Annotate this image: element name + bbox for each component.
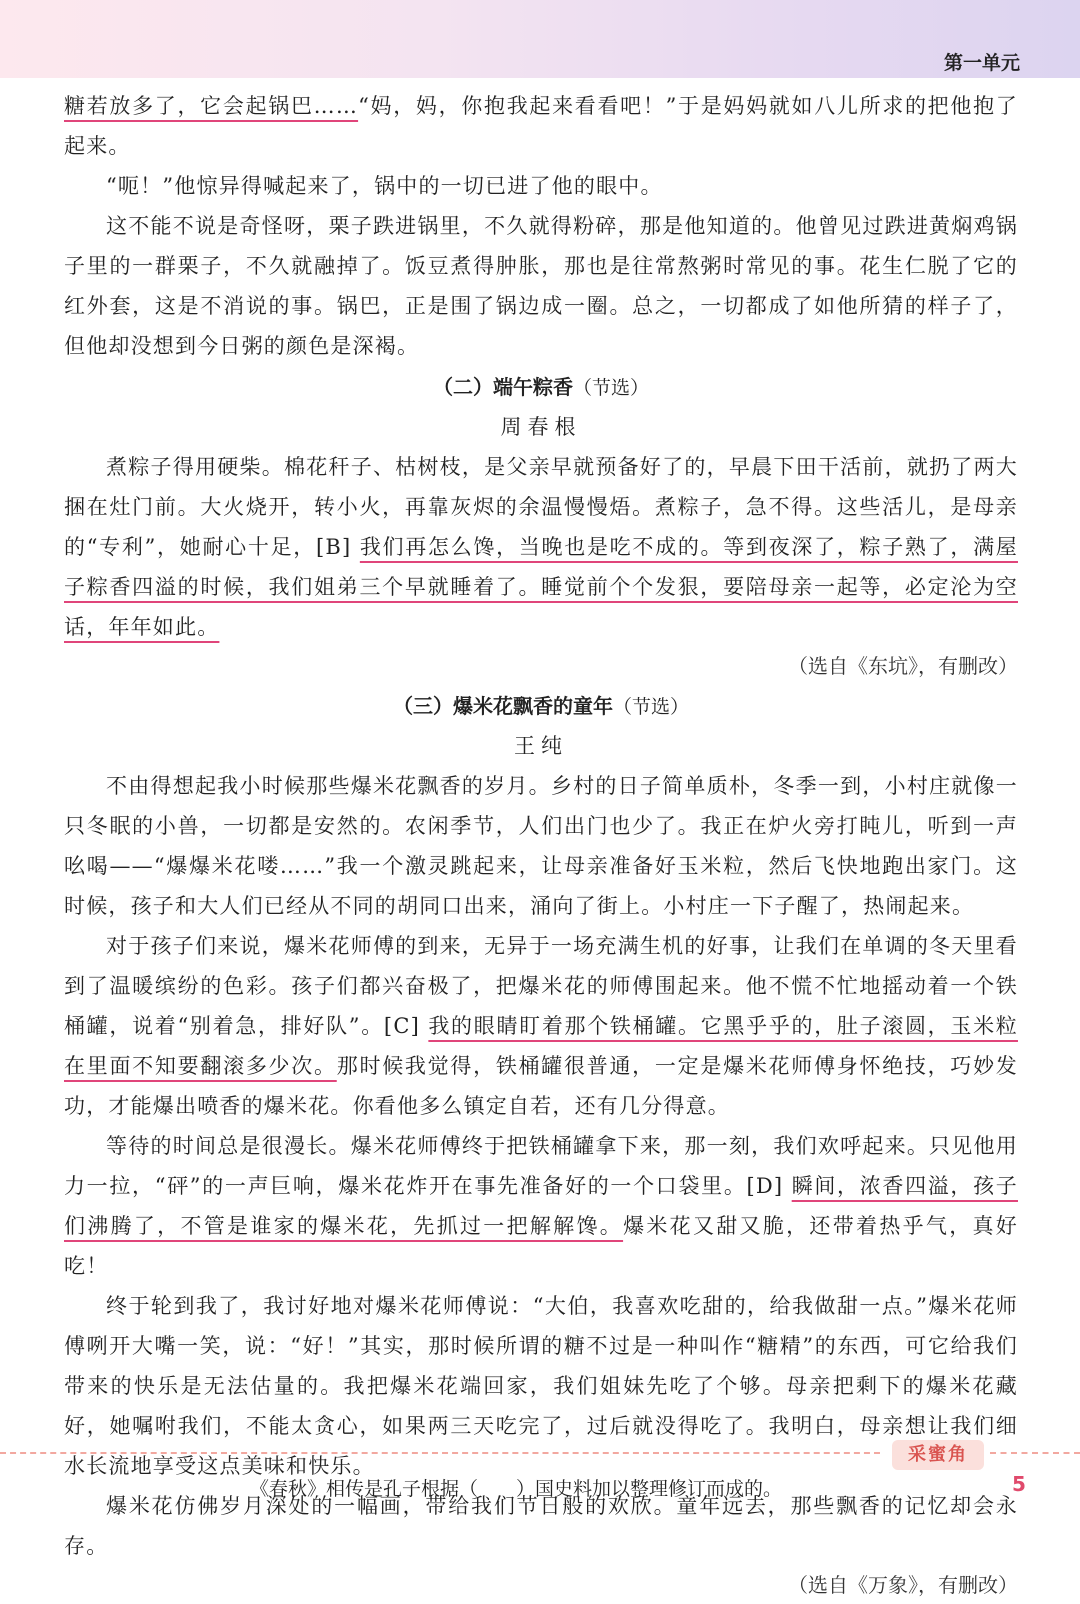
author: 周春根 [500, 415, 582, 439]
underlined-text: 瞬间，浓香四溢，孩子们沸腾了，不管是谁家的爆米花，先抓过一把解解馋。 [64, 1174, 1018, 1238]
marker-b: [B] [316, 535, 352, 559]
paragraph: 煮粽子得用硬柴。棉花秆子、枯树枝，是父亲早就预备好了的，早晨下田干活前，就扔了两大捆在灶门前。大火烧开，转小火，再靠灰烬的余温慢慢焐。煮粽子，急不得。这些活儿，是母亲的“专利”，她耐心十足，[B] 我们再怎么馋，当晚也是吃不成的。等到夜深了，粽子熟了，满屋子粽香四溢的时候，我们姐弟三个早就睡着了。睡觉前个个发狠，要陪母亲一起等，必定沦为空话，年年如此。 [64, 455, 1018, 639]
underlined-text: 我的眼睛盯着那个铁桶罐。它黑乎乎的，肚子滚圆，玉米粒在里面不知要翻滚多少次。 [64, 1014, 1018, 1078]
unit-label: 第一单元 [943, 52, 1020, 74]
divider [990, 1452, 1080, 1454]
paragraph: 对于孩子们来说，爆米花师傅的到来，无异于一场充满生机的好事，让我们在单调的冬天里看到了温暖缤纷的色彩。孩子们都兴奋极了，把爆米花的师傅围起来。他不慌不忙地摇动着一个铁桶罐，说着“别着急，排好队”。[C] 我的眼睛盯着那个铁桶罐。它黑乎乎的，肚子滚圆，玉米粒在里面不知要翻滚多少次。那时候我觉得，铁桶罐很普通，一定是爆米花师傅身怀绝技，巧妙发功，才能爆出喷香的爆米花。你看他多么镇定自若，还有几分得意。 [64, 934, 1019, 1118]
paragraph: 糖若放多了，它会起锅巴……“妈，妈，你抱我起来看看吧！”于是妈妈就如八儿所求的把他抱了起来。 [64, 94, 1018, 158]
caimijiao-badge: 采蜜角 [892, 1440, 984, 1470]
underlined-text: 糖若放多了，它会起锅巴…… [64, 94, 359, 118]
divider [0, 1452, 880, 1454]
marker-d: [D] [746, 1174, 784, 1198]
source-note: （选自《万象》，有删改） [788, 1573, 1018, 1597]
paragraph: “呃！”他惊异得喊起来了，锅中的一切已进了他的眼中。 [106, 174, 663, 198]
paragraph: 等待的时间总是很漫长。爆米花师傅终于把铁桶罐拿下来，那一刻，我们欢呼起来。只见他用力一拉，“砰”的一声巨响，爆米花炸开在事先准备好的一个口袋里。[D] 瞬间，浓香四溢，孩子们沸腾了，不管是谁家的爆米花，先抓过一把解解馋。爆米花又甜又脆，还带着热乎气，真好吃！ [64, 1134, 1018, 1278]
underlined-text: 我们再怎么馋，当晚也是吃不成的。等到夜深了，粽子熟了，满屋子粽香四溢的时候，我们姐弟三个早就睡着了。睡觉前个个发狠，要陪母亲一起等，必定沦为空话，年年如此。 [64, 535, 1018, 639]
paragraph: 不由得想起我小时候那些爆米花飘香的岁月。乡村的日子简单质朴，冬季一到，小村庄就像一只冬眠的小兽，一切都是安然的。农闲季节，人们出门也少了。我正在炉火旁打盹儿，听到一声吆喝——“爆爆米花喽……”我一个激灵跳起来，让母亲准备好玉米粒，然后飞快地跑出家门。这时候，孩子和大人们已经从不同的胡同口出来，涌向了街上。小村庄一下子醒了，热闹起来。 [64, 774, 1018, 918]
source-note: （选自《东坑》，有删改） [788, 654, 1018, 678]
article-content [64, 86, 1018, 1604]
author: 王纯 [514, 734, 568, 758]
section-title: （二）端午粽香（节选） [432, 375, 649, 399]
paragraph: 终于轮到我了，我讨好地对爆米花师傅说：“大伯，我喜欢吃甜的，给我做甜一点。”爆米花师傅咧开大嘴一笑，说：“好！”其实，那时候所谓的糖不过是一种叫作“糖精”的东西，可它给我们带来的快乐是无法估量的。我把爆米花端回家，我们姐妹先吃了个够。母亲把剩下的爆米花藏好，她嘱咐我们，不能太贪心，如果两三天吃完了，过后就没得吃了。我明白，母亲想让我们细水长流地享受这点美味和快乐。 [64, 1294, 1018, 1478]
paragraph: 爆米花仿佛岁月深处的一幅画，带给我们节日般的欢欣。童年远去，那些飘香的记忆却会永存。 [64, 1494, 1018, 1558]
footer-question: 《春秋》相传是孔子根据（ ）国史料加以整理修订而成的。 [250, 1478, 783, 1500]
section-title: （三）爆米花飘香的童年（节选） [392, 694, 689, 718]
paragraph: 这不能不说是奇怪呀，栗子跌进锅里，不久就得粉碎，那是他知道的。他曾见过跌进黄焖鸡锅子里的一群栗子，不久就融掉了。饭豆煮得肿胀，那也是往常熬粥时常见的事。花生仁脱了它的红外套，这是不消说的事。锅巴，正是围了锅边成一圈。总之，一切都成了如他所猜的样子了，但他却没想到今日粥的颜色是深褐。 [64, 214, 1018, 358]
page-number: 5 [1012, 1472, 1026, 1496]
header-band [0, 0, 1080, 78]
marker-c: [C] [383, 1014, 420, 1038]
